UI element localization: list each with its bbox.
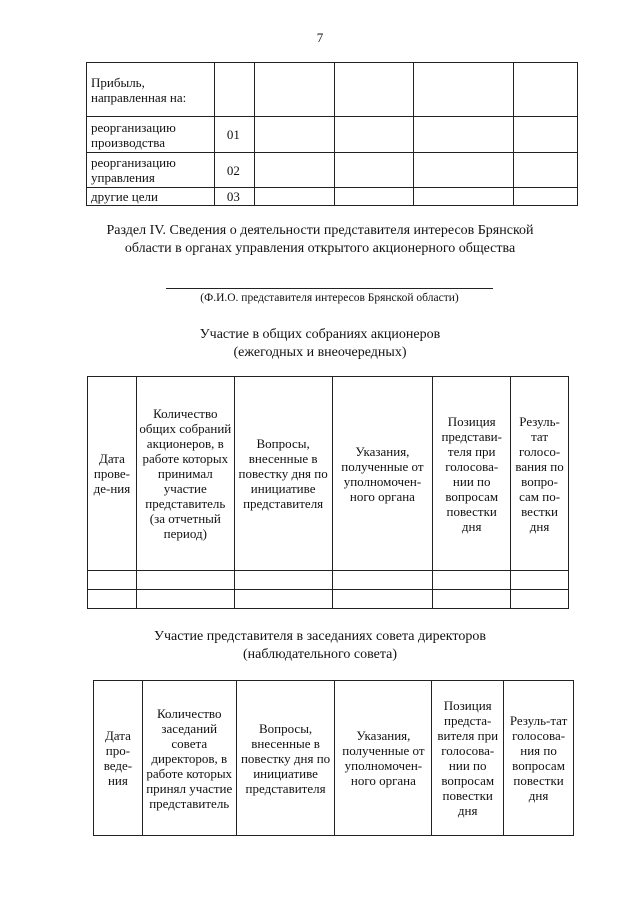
row-label: реорганизацию производства — [87, 117, 215, 153]
column-header: Указания, полученные от уполномочен-ного органа — [335, 681, 432, 836]
meetings-title-line: (ежегодных и внеочередных) — [233, 345, 407, 360]
column-header: Резуль-тат голосова-ния по вопросам повестки дня — [504, 681, 574, 836]
column-header: Количество заседаний совета директоров, в работе которых принял участие представитель — [142, 681, 236, 836]
column-header: Указания, полученные от уполномочен-ного органа — [332, 377, 433, 571]
table-row — [87, 153, 578, 188]
row-code: 01 — [214, 117, 254, 153]
profit-header-label: Прибыль, направленная на: — [87, 63, 215, 117]
row-code: 02 — [214, 153, 254, 188]
table-row — [87, 188, 578, 206]
column-header: Вопросы, внесенные в повестку дня по инициативе представителя — [234, 377, 332, 571]
signature-line — [166, 288, 493, 289]
profit-table — [86, 62, 578, 206]
column-header: Резуль-тат голосо-вания по вопро-сам по-вестки дня — [511, 377, 569, 571]
column-header: Вопросы, внесенные в повестку дня по инициативе представителя — [236, 681, 335, 836]
row-label: реорганизацию управления — [87, 153, 215, 188]
section-title-line: Раздел IV. Сведения о деятельности представителя интересов Брянской — [106, 223, 534, 238]
table-row — [88, 571, 569, 590]
meetings-title — [60, 326, 580, 362]
column-header: Дата прове-де-ния — [88, 377, 137, 571]
table-header-row — [88, 377, 569, 571]
table-header-row — [94, 681, 574, 836]
board-title — [60, 628, 580, 664]
meetings-table — [87, 376, 569, 609]
column-header: Дата про-веде-ния — [94, 681, 143, 836]
board-table — [93, 680, 574, 836]
column-header: Позиция предста-вителя при голосова-нии по вопросам повестки дня — [432, 681, 504, 836]
table-row — [88, 590, 569, 609]
section-title-line: области в органах управления открытого акционерного общества — [124, 241, 516, 256]
meetings-title-line: Участие в общих собраниях акционеров — [199, 327, 441, 342]
row-label: другие цели — [87, 188, 215, 206]
row-code: 03 — [214, 188, 254, 206]
column-header: Количество общих собраний акционеров, в работе которых принимал участие представитель (за отчетный период) — [136, 377, 234, 571]
table-row — [87, 117, 578, 153]
fio-caption: (Ф.И.О. представителя интересов Брянской области) — [200, 292, 459, 304]
board-title-line: (наблюдательного совета) — [242, 647, 398, 662]
column-header: Позиция представи-теля при голосова-нии по вопросам повестки дня — [433, 377, 511, 571]
page-number: 7 — [316, 30, 324, 45]
section-title — [60, 222, 580, 258]
board-title-line: Участие представителя в заседаниях совета директоров — [154, 629, 486, 644]
table-row — [87, 63, 578, 117]
